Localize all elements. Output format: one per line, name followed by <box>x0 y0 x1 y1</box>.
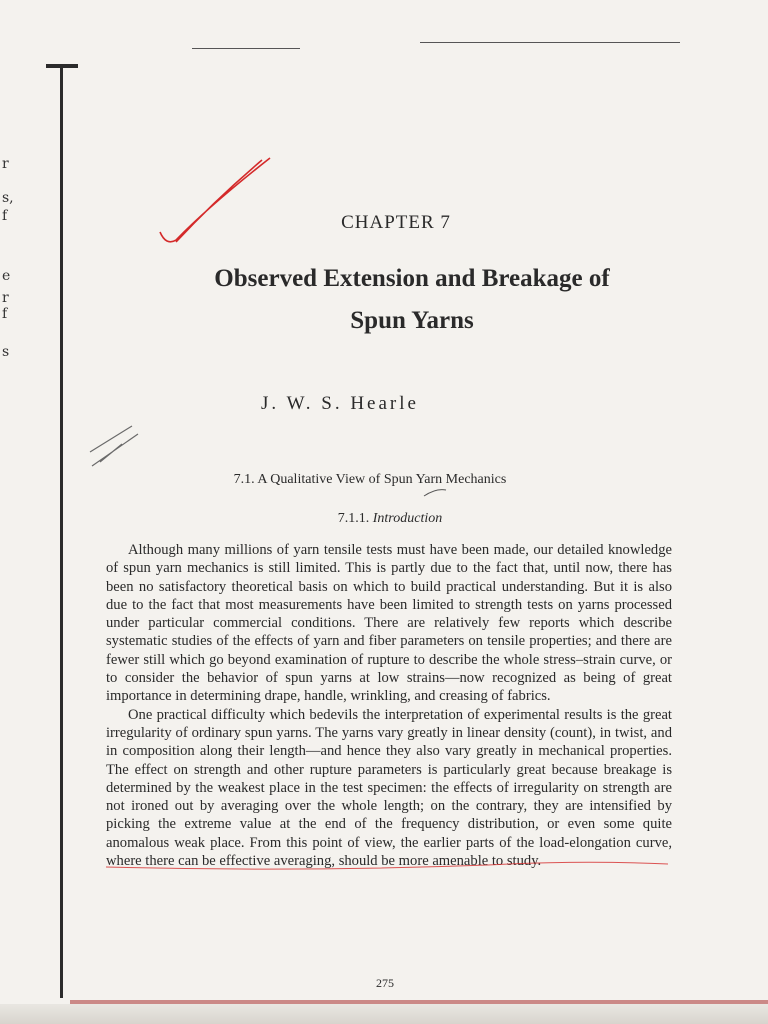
margin-fragment: s, <box>2 190 14 206</box>
margin-fragment: r <box>2 156 9 172</box>
subsection-title: Introduction <box>372 511 443 526</box>
author-name: J. W. S. Hearle <box>261 393 419 414</box>
chapter-title-line-2: Spun Yarns <box>350 307 474 334</box>
red-underline-icon <box>106 862 668 869</box>
page-number: 275 <box>376 976 394 990</box>
margin-fragment: r <box>2 290 9 306</box>
paragraph: Although many millions of yarn tensile tests must have been made, our detailed knowledge of spun yarn mechanics is still limited. This is partly due to the fact that, until now, there has been no satisfactory theoretical basis on which to build practical understanding. But it is also due to the fact that most measurements have been limited to strength tests on yarns processed under particular commercial conditions. There are relatively few reports which describe systematic studies of the effects of yarn and fiber parameters on tensile properties; and there are fewer still which go beyond examination of rupture to describe the whole stress–strain curve, or to consider the behavior of spun yarns at low strains—now recognized as being of great importance in determining drape, handle, wrinkling, and creasing of fabrics. <box>106 542 672 705</box>
subsection-number: 7.1.1. <box>337 511 370 526</box>
chapter-title-line-1: Observed Extension and Breakage of <box>214 265 610 292</box>
paragraph: One practical difficulty which bedevils the interpretation of experimental results is the great irregularity of ordinary spun yarns. The yarns vary greatly in linear density (count), in twist, and in composition along their length—and hence they also vary greatly in mechanical properties. The effect on strength and other rupture parameters is particularly great because breakage is determined by the weakest place in the test specimen: the effects of irregularity on strength are not ironed out by averaging over the whole length; on the contrary, they are intensified by picking the extreme value at the end of the frequency distribution, or even some quite anomalous weak place. From this point of view, the earlier parts of the load-elongation curve, where there can be effective averaging, should be more amenable to study. <box>106 706 672 870</box>
section-heading: 7.1. A Qualitative View of Spun Yarn Mechanics <box>233 472 507 487</box>
margin-fragment: e <box>2 268 11 284</box>
chapter-label: CHAPTER 7 <box>341 212 451 233</box>
red-checkmark-icon <box>160 158 270 242</box>
pencil-underline-icon <box>424 490 446 496</box>
margin-fragment: f <box>2 208 8 224</box>
margin-fragment: s <box>2 344 10 360</box>
margin-fragment: f <box>2 306 8 322</box>
pencil-strike-icon <box>90 426 138 466</box>
